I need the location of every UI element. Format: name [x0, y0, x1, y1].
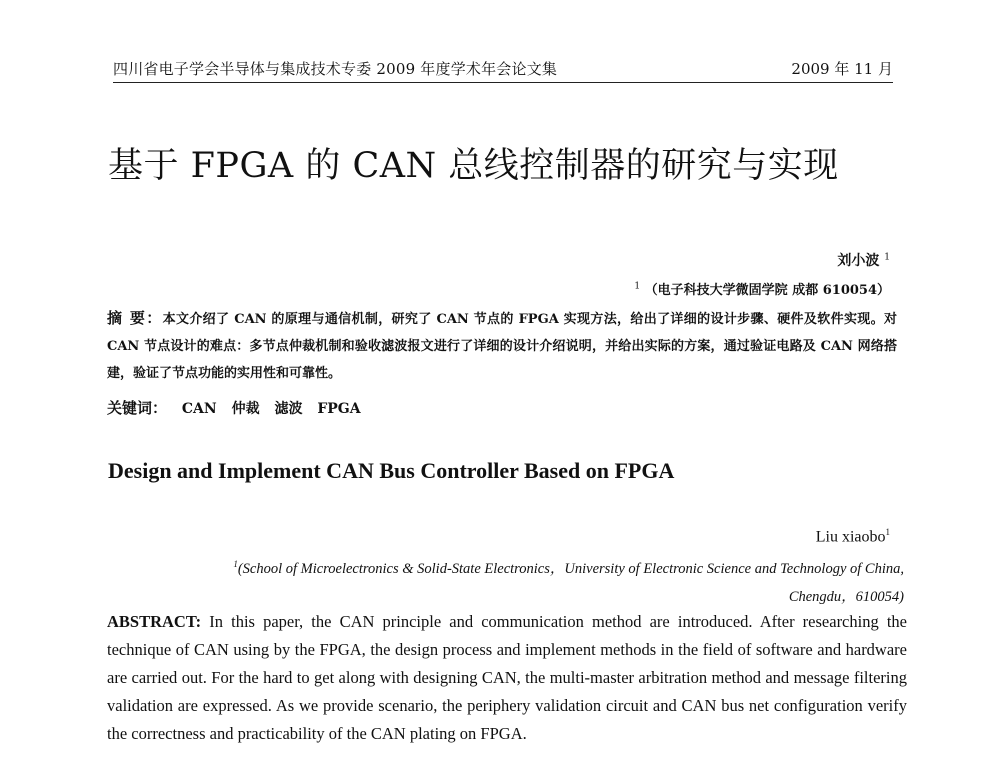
english-author: [816, 527, 890, 546]
chinese-abstract-label: 摘 要：: [107, 309, 163, 327]
proceedings-title: 四川省电子学会半导体与集成技术专委 2009 年度学术年会论文集: [113, 60, 558, 78]
english-affiliation-line2: Chengdu，610054): [788, 588, 904, 605]
english-affiliation: [104, 550, 904, 611]
english-affiliation-text: (School of Microelectronics & Solid-State Electronics，University of Electronic Science and Technology of China,: [237, 560, 904, 577]
chinese-abstract-text: 本文介绍了 CAN 的原理与通信机制，研究了 CAN 节点的 FPGA 实现方法，给出了详细的设计步骤、硬件及软件实现。对 CAN 节点设计的难点：多节点仲裁机制和验收滤波报文进行了详细的设计介绍说明，并给出实际的方案，通过验证电路及 CAN 网络搭建，验证了节点功能的实用性和可靠性。: [107, 312, 897, 381]
chinese-affiliation-sup: 1: [634, 281, 641, 292]
chinese-author-name: 刘小波: [837, 253, 880, 269]
english-author-name: Liu xiaobo: [815, 528, 886, 546]
chinese-keywords: [107, 397, 361, 418]
keyword: FPGA: [317, 401, 361, 417]
english-abstract-label: ABSTRACT:: [107, 612, 202, 631]
english-affiliation-sup: 1: [233, 559, 238, 569]
chinese-author-sup: 1: [884, 252, 890, 263]
keyword: CAN: [181, 401, 217, 417]
chinese-affiliation-text: （电子科技大学微固学院 成都 610054）: [644, 283, 890, 298]
chinese-affiliation: [634, 279, 890, 298]
publication-date: 2009 年 11 月: [791, 60, 893, 78]
chinese-author: [837, 250, 890, 270]
english-title: Design and Implement CAN Bus Controller Based on FPGA: [108, 458, 675, 483]
english-affiliation-line1: [104, 550, 904, 583]
keyword: 仲裁: [231, 401, 260, 417]
keyword: 滤波: [274, 401, 303, 417]
chinese-abstract: [107, 305, 897, 387]
english-abstract: [107, 608, 907, 748]
english-author-sup: 1: [885, 527, 890, 537]
keywords-label: 关键词：: [107, 399, 168, 417]
chinese-title: 基于 FPGA 的 CAN 总线控制器的研究与实现: [108, 146, 839, 186]
running-header: [113, 54, 893, 83]
english-abstract-text: In this paper, the CAN principle and communication method are introduced. After researching the technique of CAN using by the FPGA, the design process and implement methods in the field of software and hardware are carried out. For the hard to get along with designing CAN, the multi-master arbitration method and message filtering validation are expressed. As we provide scenario, the periphery validation circuit and CAN bus net configuration verify the correctness and practicability of the CAN plating on FPGA.: [107, 612, 907, 743]
